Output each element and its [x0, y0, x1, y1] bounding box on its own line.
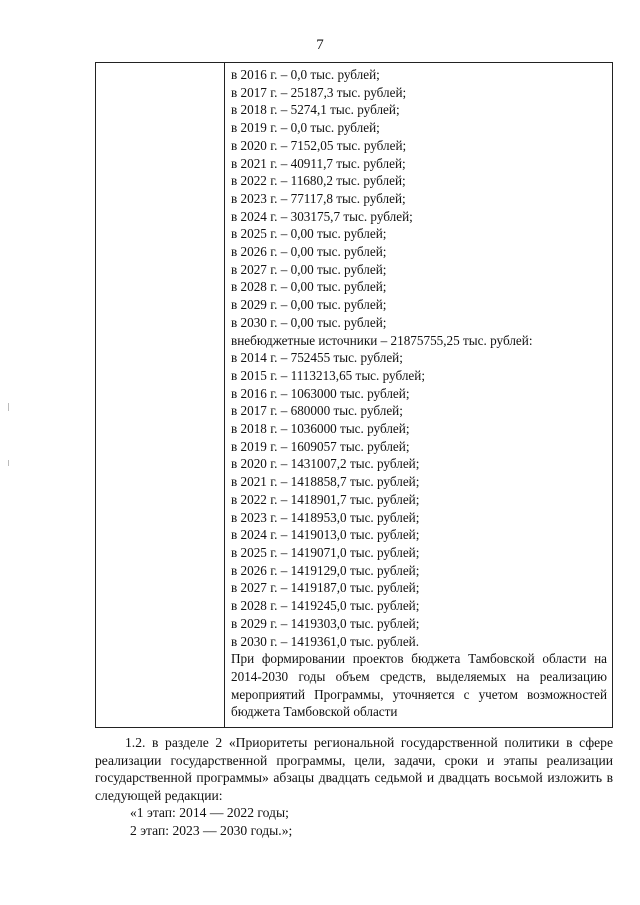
funding-line: в 2019 г. – 1609057 тыс. рублей;	[231, 438, 410, 454]
funding-line: в 2030 г. – 0,00 тыс. рублей;	[231, 314, 387, 330]
funding-line: в 2017 г. – 680000 тыс. рублей;	[231, 403, 403, 419]
amendment-paragraph: 1.2. в разделе 2 «Приоритеты региональной государственной политики в сфере реализации государственной программы, цели, задачи, сроки и этапы реализации государственной программы» абзацы двадцать седьмой и двадцать восьмой изложить в следующей редакции:	[95, 735, 613, 803]
funding-line: в 2022 г. – 11680,2 тыс. рублей;	[231, 173, 406, 189]
funding-line: в 2027 г. – 0,00 тыс. рублей;	[231, 261, 387, 277]
funding-line: в 2024 г. – 1419013,0 тыс. рублей;	[231, 527, 420, 543]
funding-line: в 2026 г. – 0,00 тыс. рублей;	[231, 244, 387, 260]
stage-1-line: «1 этап: 2014 — 2022 годы;	[130, 805, 289, 821]
scan-mark	[8, 460, 9, 466]
scan-mark	[8, 403, 9, 411]
funding-line: в 2016 г. – 0,0 тыс. рублей;	[231, 67, 380, 82]
funding-lines	[231, 66, 607, 650]
funding-line: в 2017 г. – 25187,3 тыс. рублей;	[231, 84, 407, 100]
funding-line: в 2028 г. – 0,00 тыс. рублей;	[231, 279, 387, 295]
funding-line: в 2019 г. – 0,0 тыс. рублей;	[231, 120, 380, 136]
table-column-divider	[224, 63, 225, 727]
stage-2-line: 2 этап: 2023 — 2030 годы.»;	[130, 822, 293, 838]
funding-line: в 2030 г. – 1419361,0 тыс. рублей.	[231, 633, 420, 649]
funding-line: в 2023 г. – 1418953,0 тыс. рублей;	[231, 509, 420, 525]
funding-line: в 2018 г. – 5274,1 тыс. рублей;	[231, 102, 400, 118]
funding-line: в 2014 г. – 752455 тыс. рублей;	[231, 350, 403, 366]
funding-line: в 2027 г. – 1419187,0 тыс. рублей;	[231, 580, 420, 596]
amendment-text	[95, 734, 613, 840]
funding-line: в 2021 г. – 1418858,7 тыс. рублей;	[231, 474, 420, 490]
funding-line: в 2016 г. – 1063000 тыс. рублей;	[231, 385, 410, 401]
funding-line: в 2025 г. – 0,00 тыс. рублей;	[231, 226, 387, 242]
funding-line: в 2026 г. – 1419129,0 тыс. рублей;	[231, 562, 420, 578]
funding-line: в 2029 г. – 0,00 тыс. рублей;	[231, 297, 387, 313]
funding-line: в 2022 г. – 1418901,7 тыс. рублей;	[231, 491, 420, 507]
funding-line: в 2021 г. – 40911,7 тыс. рублей;	[231, 155, 406, 171]
funding-line: в 2020 г. – 7152,05 тыс. рублей;	[231, 137, 407, 153]
funding-cell	[231, 66, 607, 721]
funding-line: в 2023 г. – 77117,8 тыс. рублей;	[231, 190, 406, 206]
funding-line: в 2028 г. – 1419245,0 тыс. рублей;	[231, 598, 420, 614]
funding-line: в 2025 г. – 1419071,0 тыс. рублей;	[231, 544, 420, 560]
funding-line: в 2015 г. – 1113213,65 тыс. рублей;	[231, 367, 426, 383]
page-number: 7	[316, 37, 324, 53]
funding-line: в 2024 г. – 303175,7 тыс. рублей;	[231, 208, 413, 224]
funding-line: в 2020 г. – 1431007,2 тыс. рублей;	[231, 456, 420, 472]
funding-line: внебюджетные источники – 21875755,25 тыс. рублей:	[231, 332, 533, 348]
funding-line: в 2018 г. – 1036000 тыс. рублей;	[231, 421, 410, 437]
funding-note: При формировании проектов бюджета Тамбовской области на 2014-2030 годы объем средств, выделяемых на реализацию мероприятий Программы, уточняется с учетом возможностей бюджета Тамбовской области	[231, 651, 607, 720]
program-table	[95, 62, 613, 728]
funding-line: в 2029 г. – 1419303,0 тыс. рублей;	[231, 615, 420, 631]
